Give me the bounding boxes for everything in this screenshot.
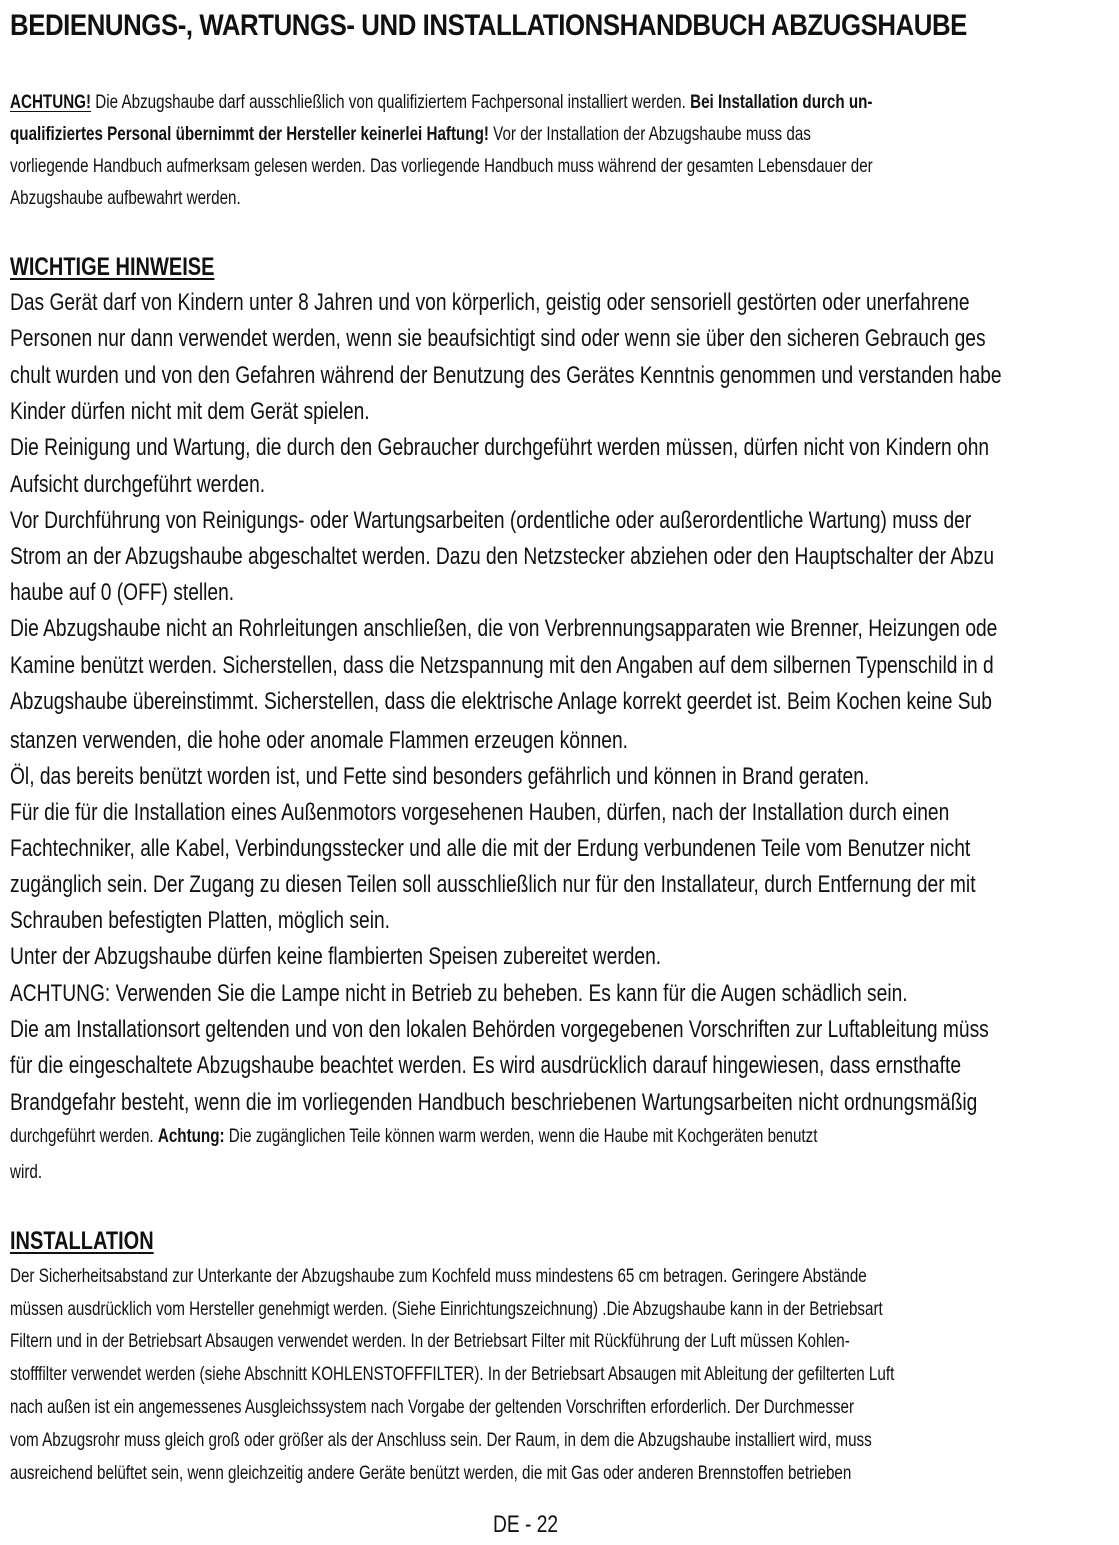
important-line: Schrauben befestigten Platten, möglich sein. xyxy=(10,907,390,934)
important-line: Kinder dürfen nicht mit dem Gerät spielen. xyxy=(10,398,370,425)
important-line: chult wurden und von den Gefahren während der Benutzung des Gerätes Kenntnis genommen und verstanden habe xyxy=(10,362,1002,389)
important-line: Abzugshaube übereinstimmt. Sicherstellen, dass die elektrische Anlage korrekt geerdet ist. Beim Kochen keine Sub xyxy=(10,688,992,715)
important-line-final: wird. xyxy=(10,1162,43,1183)
installation-line: ausreichend belüftet sein, wenn gleichzeitig andere Geräte benützt werden, die mit Gas oder anderen Brennstoffen betrieben xyxy=(10,1463,852,1484)
attention-text: Die zugänglichen Teile können warm werden, wenn die Haube mit Kochgeräten benutzt xyxy=(224,1126,818,1147)
warning-bold-text: Bei Installation durch un- xyxy=(690,92,873,113)
important-line: Personen nur dann verwendet werden, wenn sie beaufsichtigt sind oder wenn sie über den sicheren Gebrauch ges xyxy=(10,325,986,352)
installation-line: nach außen ist ein angemessenes Ausgleichssystem nach Vorgabe der geltenden Vorschriften erforderlich. Der Durchmesser xyxy=(10,1397,855,1418)
attention-label: Achtung: xyxy=(157,1126,225,1147)
installation-line: stofffilter verwendet werden (siehe Abschnitt KOHLENSTOFFFILTER). In der Betriebsart Absaugen mit Ableitung der gefilterten Luft xyxy=(10,1364,895,1385)
important-line: Fachtechniker, alle Kabel, Verbindungsstecker und alle die mit der Erdung verbundenen Teile vom Benutzer nicht xyxy=(10,835,971,862)
important-line: Strom an der Abzugshaube abgeschaltet werden. Dazu den Netzstecker abziehen oder den Hauptschalter der Abzu xyxy=(10,543,995,570)
warning-line-4: Abzugshaube aufbewahrt werden. xyxy=(10,188,241,209)
page-number: DE - 22 xyxy=(493,1511,559,1538)
warning-label: ACHTUNG! xyxy=(10,92,92,113)
important-line: Die Reinigung und Wartung, die durch den Gebraucher durchgeführt werden müssen, dürfen nicht von Kindern ohn xyxy=(10,434,990,461)
important-line: für die eingeschaltete Abzugshaube beachtet werden. Es wird ausdrücklich darauf hingewiesen, dass ernsthafte xyxy=(10,1052,961,1079)
important-line: Brandgefahr besteht, wenn die im vorliegenden Handbuch beschriebenen Wartungsarbeiten nicht ordnungsmäßig xyxy=(10,1089,978,1116)
warning-text: Die Abzugshaube darf ausschließlich von qualifiziertem Fachpersonal installiert werden. xyxy=(91,92,691,113)
important-line: Unter der Abzugshaube dürfen keine flambierten Speisen zubereitet werden. xyxy=(10,943,662,970)
installation-line: Filtern und in der Betriebsart Absaugen verwendet werden. In der Betriebsart Filter mit Rückführung der Luft müssen Kohlen- xyxy=(10,1331,850,1352)
warning-line-3: vorliegende Handbuch aufmerksam gelesen werden. Das vorliegende Handbuch muss während der gesamten Lebensdauer der xyxy=(10,156,873,177)
warning-line-2 xyxy=(10,122,811,148)
important-line: Die am Installationsort geltenden und von den lokalen Behörden vorgegebenen Vorschriften zur Luftableitung müss xyxy=(10,1016,989,1043)
important-line-attention xyxy=(10,1124,817,1150)
important-line: ACHTUNG: Verwenden Sie die Lampe nicht in Betrieb zu beheben. Es kann für die Augen schädlich sein. xyxy=(10,980,908,1007)
important-line: Das Gerät darf von Kindern unter 8 Jahren und von körperlich, geistig oder sensoriell gestörten oder unerfahrene xyxy=(10,289,970,316)
warning-liability-text: qualifiziertes Personal übernimmt der Hersteller keinerlei Haftung! xyxy=(10,124,489,145)
important-line: Öl, das bereits benützt worden ist, und Fette sind besonders gefährlich und können in Brand geraten. xyxy=(10,763,870,790)
warning-line-1 xyxy=(10,90,873,116)
section-heading-installation: INSTALLATION xyxy=(10,1227,154,1255)
important-line: zugänglich sein. Der Zugang zu diesen Teilen soll ausschließlich nur für den Installateur, durch Entfernung der mit xyxy=(10,871,976,898)
important-line: haube auf 0 (OFF) stellen. xyxy=(10,579,235,606)
installation-line: vom Abzugsrohr muss gleich groß oder größer als der Anschluss sein. Der Raum, in dem die Abzugshaube installiert wird, muss xyxy=(10,1430,872,1451)
important-line: stanzen verwenden, die hohe oder anomale Flammen erzeugen können. xyxy=(10,727,628,754)
installation-line: müssen ausdrücklich vom Hersteller genehmigt werden. (Siehe Einrichtungszeichnung) .Die Abzugshaube kann in der Betriebsart xyxy=(10,1299,883,1320)
important-line: Die Abzugshaube nicht an Rohrleitungen anschließen, die von Verbrennungsapparaten wie Brenner, Heizungen ode xyxy=(10,615,998,642)
important-line: Kamine benützt werden. Sicherstellen, dass die Netzspannung mit den Angaben auf dem silbernen Typenschild in d xyxy=(10,652,994,679)
important-line: Für die für die Installation eines Außenmotors vorgesehenen Hauben, dürfen, nach der Installation durch einen xyxy=(10,799,950,826)
important-line: Aufsicht durchgeführt werden. xyxy=(10,471,266,498)
section-heading-important: WICHTIGE HINWEISE xyxy=(10,253,215,281)
attention-lead-text: durchgeführt werden. xyxy=(10,1126,158,1147)
installation-line: Der Sicherheitsabstand zur Unterkante der Abzugshaube zum Kochfeld muss mindestens 65 cm betragen. Geringere Abstände xyxy=(10,1266,867,1287)
document-title: BEDIENUNGS-, WARTUNGS- UND INSTALLATIONSHANDBUCH ABZUGSHAUBE xyxy=(10,9,967,42)
important-line: Vor Durchführung von Reinigungs- oder Wartungsarbeiten (ordentliche oder außerordentliche Wartung) muss der xyxy=(10,507,972,534)
warning-text: Vor der Installation der Abzugshaube muss das xyxy=(488,124,811,145)
